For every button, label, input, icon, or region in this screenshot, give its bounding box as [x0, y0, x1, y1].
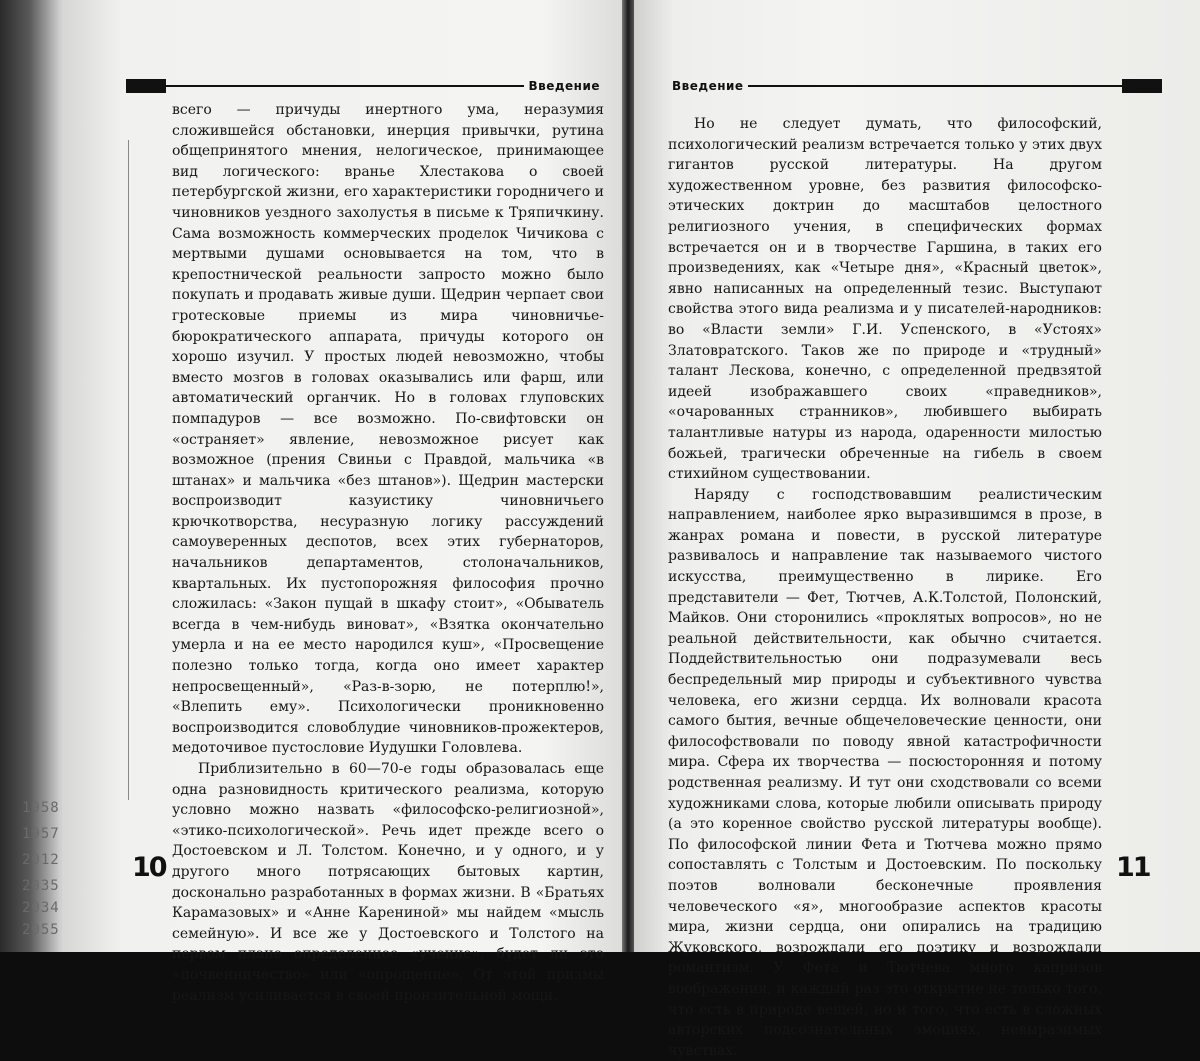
edge-number: 2012: [22, 852, 60, 868]
header-rule: [748, 85, 1122, 87]
paragraph: всего — причуды инертного ума, неразумия сложившейся обстановки, инерция привычки, рутина общепринятого мнения, нелогическое, принимающее вид логического: вранье Хлестакова о своей петербургской жизни, его характеристики городничего и чиновников уездного захолустья в письме к Тряпичкину. Сама возможность коммерческих проделок Чичикова с мертвыми душами основывается на том, что в крепостнической реальности запросто можно было покупать и продавать живые души. Щедрин черпает свои гротесковые приемы из мира чиновничье-бюрократического аппарата, причуды которого он хорошо изучил. У простых людей невозможно, чтобы вместо мозгов в головах оказывались или фарш, или автоматический органчик. Но в головах глуповских помпадуров — все возможно. По-свифтовски он «остраняет» явление, невозможное рисует как возможное (прения Свиньи с Правдой, мальчика «в штанах» и мальчика «без штанов»). Щедрин мастерски воспроизводит казуистику чиновничьего крючкотворства, несуразную логику рассуждений самоуверенных деспотов, всех этих губернаторов, начальников департаментов, столоначальников, квартальных. Их пустопорожняя философия прочно сложилась: «Закон пущай в шкафу стоит», «Обыватель всегда в чем-нибудь виноват», «Взятка окончательно умерла и на ее место народился куш», «Просвещение полезно только тогда, когда оно имеет характер непросвещенный», «Раз-в-зорю, не потерплю!», «Влепить ему». Психологически проникновенно воспроизводится словоблудие чиновников-прожектеров, медоточивое пустословие Иудушки Головлева.: [172, 102, 604, 757]
header-rule: [166, 85, 524, 87]
edge-number: 2034: [22, 900, 60, 916]
edge-number: 2055: [22, 922, 60, 938]
page-number: 11: [1116, 852, 1150, 883]
running-header-title: Введение: [528, 79, 600, 93]
running-header-title: Введение: [672, 79, 744, 93]
paragraph: Но не следует думать, что философский, психологический реализм встречается только у этих двух гигантов русской литературы. На другом художественном уровне, без развития философско-этических доктрин до масштабов целостного религиозного учения, в специфических формах встречается он и в творчестве Гаршина, в таких его произведениях, как «Четыре дня», «Красный цветок», явно написанных на определенный тезис. Выступают свойства этого вида реализма и у писателей-народников: во «Власти земли» Г.И. Успенского, в «Устоях» Златовратского. Таков же по природе и «трудный» талант Лескова, конечно, с определенной предвзятой идеей изображавшего своих «праведников», «очарованных странников», любившего выбирать талантливые натуры из народа, одаренности милостью божьей, трагически обреченные на гибель в своем стихийном существовании.: [668, 116, 1102, 483]
header-bar: [126, 79, 166, 93]
book-gutter: [622, 0, 634, 952]
right-page-text: [668, 114, 1102, 1061]
edge-number: 1958: [22, 800, 60, 816]
page-edge-line: [128, 140, 129, 800]
header-bar: [1122, 79, 1162, 93]
right-page: [634, 0, 1200, 1059]
left-page: [62, 0, 622, 1004]
paragraph: Наряду с господствовавшим реалистическим направлением, наиболее ярко выразившимся в прозе, в жанрах романа и повести, в русской литературе развивалось и направление так называемого чистого искусства, преимущественно в лирике. Его представители — Фет, Тютчев, А.К.Толстой, Полонский, Майков. Они сторонились «проклятых вопросов», но не реальной действительности, как обычно считается. Поддействительностью они подразумевали весь беспредельный мир природы и субъективного чувства человека, его жизни сердца. Их волновали красота самого бытия, вечные общечеловеческие ценности, они философствовали по поводу явной катастрофичности мира. Сфера их творчества — посюсторонняя и потому родственная реализму. И тут они сходствовали со всеми художниками слова, которые любили описывать природу (а это коренное свойство русской литературы вообще). По философской линии Фета и Тютчева можно прямо сопоставлять с Толстым и Достоевским. По поскольку поэтов волновали бесконечные проявления человеческого «я», многообразие аспектов красоты мира, жизни сердца, они опирались на традицию Жуковского, возрождали его поэтику и возрождали романтизм. У Фета и Тютчева много капризов воображения, и каждый раз это открытие не только того, что есть в природе вещей, но и того, что есть в сложных авторских подсознательных эмоциях, невыразимых чувствах.: [668, 486, 1102, 1059]
paragraph: Приблизительно в 60—70-е годы образовалась еще одна разновидность критического реализма, которую условно можно назвать «философско-религиозной», «этико-психологической». Речь идет прежде всего о Достоевском и Л. Толстом. Конечно, и у одного, и у другого много потрясающих бытовых картин, досконально разработанных в формах жизни. В «Братьях Карамазовых» и «Анне Карениной» мы найдем «мысль семейную». И все же у Достоевского и Толстого на первом плане определенное «учение», будет ли это «почвенничество» или «опрощение». От этой призмы реализм усиливается в своей пронзительной мощи.: [172, 761, 604, 1004]
page-number: 10: [132, 852, 166, 883]
edge-number: 2035: [22, 878, 60, 894]
left-page-text: [172, 100, 604, 1006]
right-running-header: [668, 78, 1162, 94]
left-running-header: [126, 78, 604, 94]
book-edge: [0, 0, 70, 952]
edge-number: 1957: [22, 826, 60, 842]
